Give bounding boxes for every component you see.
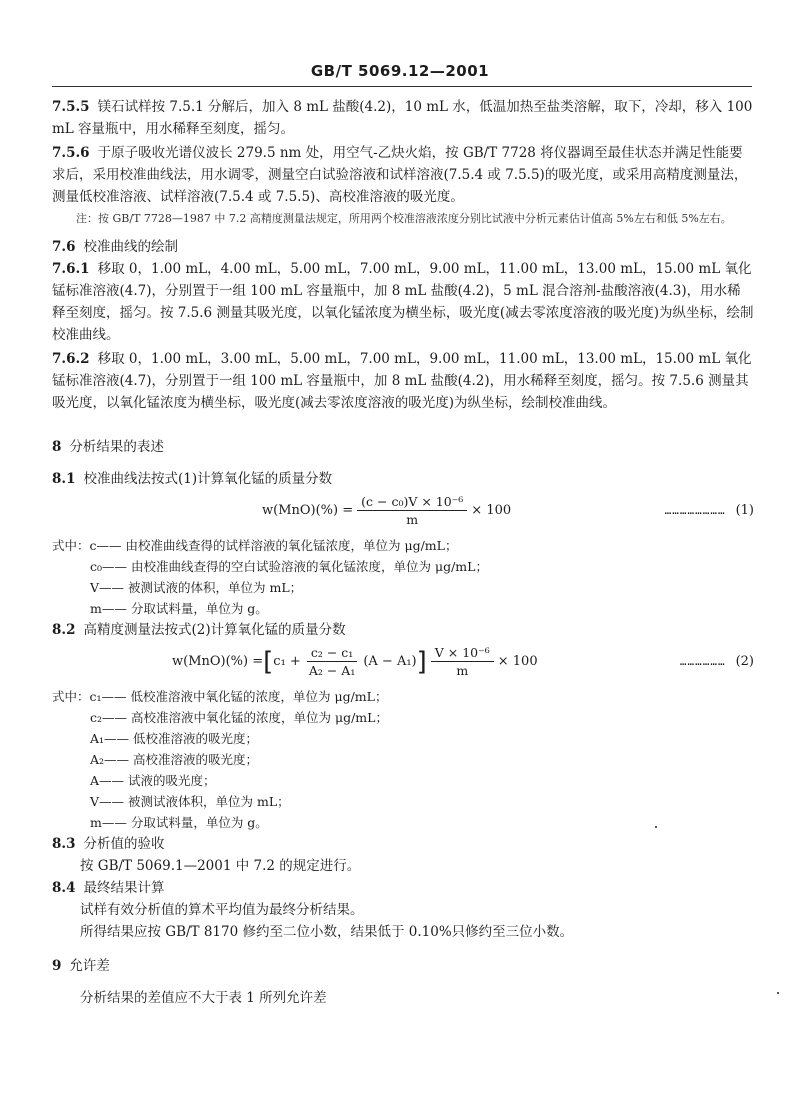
fraction-numerator: V × 10⁻⁶ [431, 645, 494, 662]
clause-8-1-heading [52, 468, 754, 490]
leader-dots: ……………… [679, 655, 726, 668]
definition-text: —— 低校准溶液中氧化锰的浓度，单位为 μg/mL； [101, 689, 388, 704]
formula-lhs: w(MnO)(%) = [262, 503, 354, 518]
fraction-numerator: c₂ − c₁ [307, 645, 357, 662]
clause-number: 8.1 [52, 471, 76, 487]
definition-symbol: m [90, 815, 102, 830]
definition-symbol: c₀ [90, 559, 103, 574]
equation-number: (2) [735, 654, 754, 669]
clause-7-6-1 [52, 258, 754, 346]
clause-note: 注：按 GB/T 7728—1987 中 7.2 高精度测量法规定，所用两个校准溶液浓度分别比试液中分析元素估计值高 5%左右和低 5%左右。 [76, 212, 732, 225]
definition-row [52, 577, 754, 598]
definition-symbol: A [90, 773, 100, 788]
header-rule [52, 86, 752, 87]
section-7-6-heading [52, 236, 754, 258]
definition-row [52, 728, 754, 749]
definition-row [52, 686, 754, 707]
definition-symbol: m [90, 601, 102, 616]
definition-symbol: A₁ [90, 731, 105, 746]
definition-text: —— 由校准曲线查得的试样溶液的氧化锰浓度，单位为 μg/mL； [96, 538, 458, 553]
definition-row [52, 770, 754, 791]
clause-title: 高精度测量法按式(2)计算氧化锰的质量分数 [83, 622, 346, 638]
formula-fraction [357, 494, 467, 527]
definition-row [52, 556, 754, 577]
clause-text: 移取 0，1.00 mL，3.00 mL，5.00 mL，7.00 mL，9.00 mL，11.00 mL，13.00 mL，15.00 mL 氧化锰标准溶液(4.7)，分别置于一组 100 mL 容量瓶中，加 8 mL 盐酸(4.2)，用水稀释至刻度，摇匀。按 7.5.6 测量其吸光度，以氧化锰浓度为横坐标，吸光度(减去零浓度溶液的吸光度)为纵坐标，绘制校准曲线。 [52, 351, 752, 411]
fraction-denominator: m [406, 512, 419, 527]
clause-8-4-line-2: 所得结果应按 GB/T 8170 修约至二位小数，结果低于 0.10%只修约至三位小数。 [80, 924, 574, 940]
definition-text: —— 高校准溶液中氧化锰的浓度，单位为 μg/mL； [102, 710, 388, 725]
clause-7-5-6 [52, 142, 754, 208]
formula-1-definitions [52, 535, 754, 619]
formula-tail: × 100 [471, 503, 512, 518]
section-title: 允许差 [69, 958, 110, 974]
clause-number: 7.6.2 [52, 351, 90, 367]
clause-number: 7.5.6 [52, 145, 90, 161]
section-number: 9 [52, 958, 62, 974]
clause-8-3-text: 按 GB/T 5069.1—2001 中 7.2 的规定进行。 [80, 858, 361, 874]
right-bracket-icon: ] [416, 646, 427, 677]
definition-text: —— 由校准曲线查得的空白试验溶液的氧化锰浓度，单位为 μg/mL； [102, 559, 488, 574]
clause-title: 分析值的验收 [83, 836, 165, 852]
document-body [52, 96, 754, 1009]
formula-1 [52, 494, 754, 527]
clause-title: 最终结果计算 [83, 880, 165, 896]
formula-lhs: w(MnO)(%) = [172, 654, 264, 669]
fraction-denominator: A₂ − A₁ [308, 663, 356, 678]
section-number: 7.6 [52, 239, 76, 255]
section-9-text: 分析结果的差值应不大于表 1 所列允许差 [80, 990, 327, 1006]
definition-text: —— 低校准溶液的吸光度； [104, 731, 259, 746]
clause-text: 镁石试样按 7.5.1 分解后，加入 8 mL 盐酸(4.2)，10 mL 水，低温加热至盐类溶解，取下，冷却，移入 100 mL 容量瓶中，用水稀释至刻度，摇匀。 [52, 99, 753, 137]
clause-number: 8.3 [52, 836, 76, 852]
clause-8-4-heading [52, 877, 754, 899]
clause-text: 移取 0，1.00 mL，4.00 mL，5.00 mL，7.00 mL，9.00 mL，11.00 mL，13.00 mL，15.00 mL 氧化锰标准溶液(4.7)，分别置于一组 100 mL 容量瓶中，加 8 mL 盐酸(4.2)，5 mL 混合溶剂-盐酸溶液(4.3)，用水稀释至刻度，摇匀。按 7.5.6 测量其吸光度，以氧化锰浓度为横坐标，吸光度(减去零浓度溶液的吸光度)为纵坐标，绘制校准曲线。 [52, 261, 754, 343]
formula-2-definitions [52, 686, 754, 833]
definition-row [52, 707, 754, 728]
definition-text: —— 试液的吸光度； [99, 773, 216, 788]
clause-7-6-2 [52, 348, 754, 414]
clause-text: 于原子吸收光谱仪波长 279.5 nm 处，用空气-乙炔火焰，按 GB/T 7728 将仪器调至最佳状态并满足性能要求后，采用校准曲线法，用水调零，测量空白试验溶液和试样溶液(7.5.4 或 7.5.5)的吸光度，或采用高精度测量法，测量低校准溶液、试样溶液(7.5.4 或 7.5.5)、高校准溶液的吸光度。 [52, 145, 748, 205]
fraction-numerator: (c − c₀)V × 10⁻⁶ [357, 494, 467, 511]
clause-8-4-line-1: 试样有效分析值的算术平均值为最终分析结果。 [80, 902, 364, 918]
definition-text: —— 被测试液体积，单位为 mL； [99, 794, 290, 809]
standard-number-header: GB/T 5069.12—2001 [310, 62, 490, 80]
leader-dots: …………………… [664, 504, 726, 517]
section-title: 校准曲线的绘制 [83, 239, 178, 255]
clause-number: 7.6.1 [52, 261, 90, 277]
clause-number: 8.2 [52, 622, 76, 638]
definition-symbol: 式中：c [52, 538, 97, 553]
formula-fraction [305, 645, 360, 678]
fraction-denominator: m [456, 663, 469, 678]
clause-title: 校准曲线法按式(1)计算氧化锰的质量分数 [83, 471, 333, 487]
formula-2 [52, 645, 754, 678]
section-9-heading [52, 955, 754, 977]
definition-text: —— 被测试液的体积，单位为 mL； [99, 580, 303, 595]
scan-speck [777, 992, 779, 994]
clause-8-2-heading [52, 619, 754, 641]
definition-row [52, 791, 754, 812]
section-number: 8 [52, 439, 62, 455]
formula-term: (A − A₁) [363, 654, 417, 669]
scan-speck [655, 826, 657, 828]
formula-tail: × 100 [497, 654, 538, 669]
definition-text: —— 高校准溶液的吸光度； [104, 752, 259, 767]
clause-8-3-heading [52, 833, 754, 855]
definition-row [52, 535, 754, 556]
section-8-heading [52, 436, 754, 458]
definition-symbol: 式中：c₁ [52, 689, 102, 704]
definition-symbol: A₂ [90, 752, 105, 767]
definition-row [52, 598, 754, 619]
definition-symbol: c₂ [90, 710, 103, 725]
left-bracket-icon: [ [263, 646, 274, 677]
definition-row [52, 812, 754, 833]
definition-text: —— 分取试料量，单位为 g。 [101, 815, 268, 830]
clause-number: 8.4 [52, 880, 76, 896]
formula-term: c₁ + [273, 654, 301, 669]
clause-7-5-5 [52, 96, 754, 140]
equation-number: (1) [735, 503, 754, 518]
definition-text: —— 分取试料量，单位为 g。 [101, 601, 268, 616]
clause-number: 7.5.5 [52, 99, 90, 115]
definition-row [52, 749, 754, 770]
section-title: 分析结果的表述 [69, 439, 164, 455]
formula-fraction [431, 645, 494, 678]
definition-symbol: V [90, 794, 100, 809]
definition-symbol: V [90, 580, 100, 595]
